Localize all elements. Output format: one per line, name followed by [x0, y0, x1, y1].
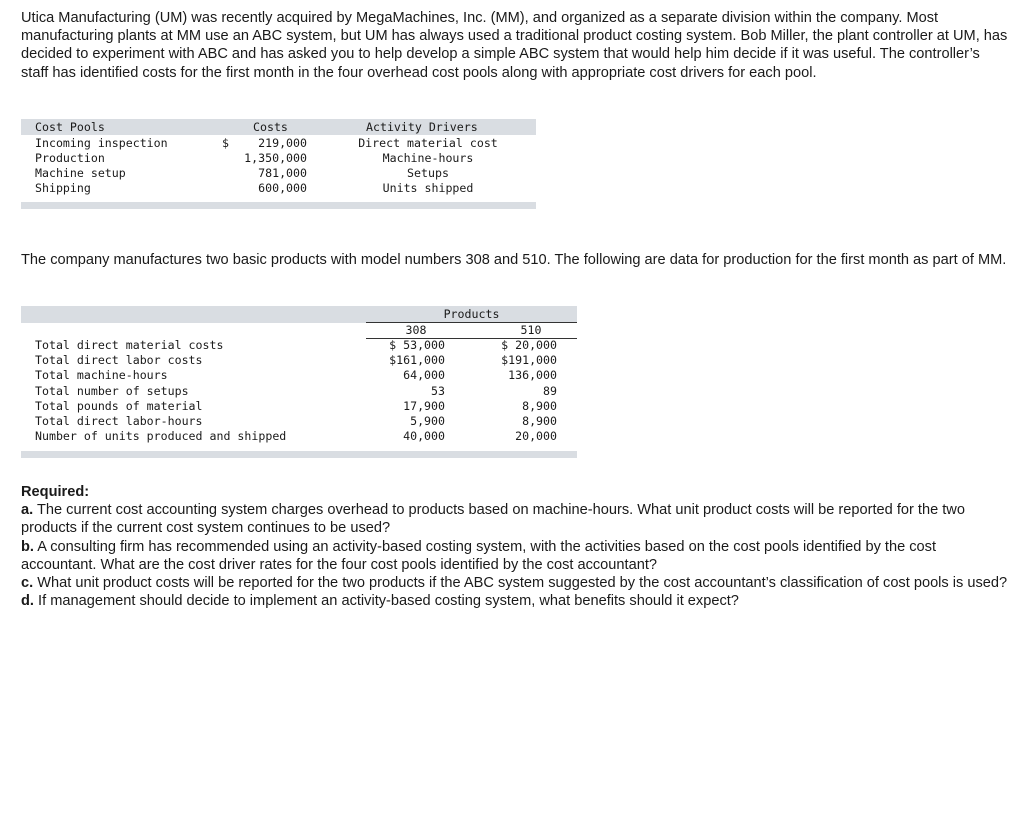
- products-intro-paragraph: The company manufactures two basic products with model numbers 308 and 510. The following are data for production for the first month as part of MM.: [21, 252, 1007, 268]
- intro-paragraph: Utica Manufacturing (UM) was recently acquired by MegaMachines, Inc. (MM), and organized as a separate division within the company. Most manufacturing plants at MM use an ABC system, but UM has always used a traditional product costing system. Bob Miller, the plant controller at UM, has decided to experiment with ABC and has asked you to help develop a simple ABC system that would help him decide if it was useful. The controller’s staff has identified costs for the first month in the four overhead cost pools along with appropriate cost drivers for each pool.: [21, 10, 1008, 81]
- product-row-label: Total machine-hours: [35, 368, 168, 382]
- item-letter: a.: [21, 502, 34, 519]
- required-item-a: [21, 501, 1011, 537]
- products-footer-band: [21, 451, 577, 458]
- product-308-value: 64,000: [403, 368, 445, 382]
- product-510-value: $ 20,000: [501, 338, 557, 352]
- required-item-b: [21, 538, 1011, 574]
- pools-header-cost-pools: Cost Pools: [35, 120, 105, 134]
- pool-cost: 1,350,000: [244, 151, 307, 165]
- product-510-value: 20,000: [515, 429, 557, 443]
- item-letter: d.: [21, 593, 34, 610]
- pools-footer-band: [21, 202, 536, 209]
- product-308-value: $161,000: [389, 353, 445, 367]
- product-308-value: 17,900: [403, 399, 445, 413]
- product-row-label: Total number of setups: [35, 384, 189, 398]
- product-510-value: 8,900: [522, 399, 557, 413]
- pools-header-activity-drivers: Activity Drivers: [366, 120, 478, 134]
- pool-cost: 600,000: [258, 181, 307, 195]
- product-row-label: Total direct material costs: [35, 338, 224, 352]
- product-308-value: 53: [431, 384, 445, 398]
- col-header-308: 308: [405, 323, 427, 337]
- product-row-label: Total direct labor costs: [35, 353, 203, 367]
- pool-name: Machine setup: [35, 166, 126, 180]
- pool-driver: Setups: [407, 166, 449, 180]
- item-letter: b.: [21, 538, 34, 555]
- item-letter: c.: [21, 575, 34, 592]
- pool-name: Shipping: [35, 181, 91, 195]
- pool-driver: Machine-hours: [382, 151, 474, 165]
- product-row-label: Number of units produced and shipped: [35, 429, 287, 443]
- item-text: If management should decide to implement an activity-based costing system, what benefits should it expect?: [38, 593, 739, 610]
- item-text: The current cost accounting system charges overhead to products based on machine-hours. What unit product costs will be reported for the two products if the current cost system continues to be used?: [21, 502, 965, 537]
- required-item-d: [21, 592, 1011, 610]
- pool-name: Incoming inspection: [35, 136, 168, 150]
- dollar-sign: $: [222, 136, 229, 150]
- pool-driver: Units shipped: [382, 181, 474, 195]
- pool-cost: 219,000: [258, 136, 307, 150]
- product-row-label: Total pounds of material: [35, 399, 203, 413]
- pools-header-costs: Costs: [253, 120, 288, 134]
- required-section: [21, 483, 1011, 610]
- product-308-value: 5,900: [410, 414, 445, 428]
- product-510-value: $191,000: [501, 353, 557, 367]
- col-header-510: 510: [520, 323, 542, 337]
- pool-cost: 781,000: [258, 166, 307, 180]
- products-group-header: Products: [443, 307, 500, 321]
- product-510-value: 89: [543, 384, 557, 398]
- item-text: What unit product costs will be reported for the two products if the ABC system suggested by the cost accountant’s classification of cost pools is used?: [37, 575, 1008, 592]
- item-text: A consulting firm has recommended using an activity-based costing system, with the activities based on the cost pools identified by the cost accountant. What are the cost driver rates for the four cost pools identified by the cost accountant?: [21, 538, 937, 573]
- pool-driver: Direct material cost: [358, 136, 498, 150]
- product-row-label: Total direct labor-hours: [35, 414, 203, 428]
- required-heading: Required:: [21, 484, 90, 500]
- pool-name: Production: [35, 151, 105, 165]
- product-308-value: 40,000: [403, 429, 445, 443]
- product-510-value: 136,000: [508, 368, 557, 382]
- product-308-value: $ 53,000: [389, 338, 445, 352]
- product-510-value: 8,900: [522, 414, 557, 428]
- required-item-c: [21, 574, 1011, 592]
